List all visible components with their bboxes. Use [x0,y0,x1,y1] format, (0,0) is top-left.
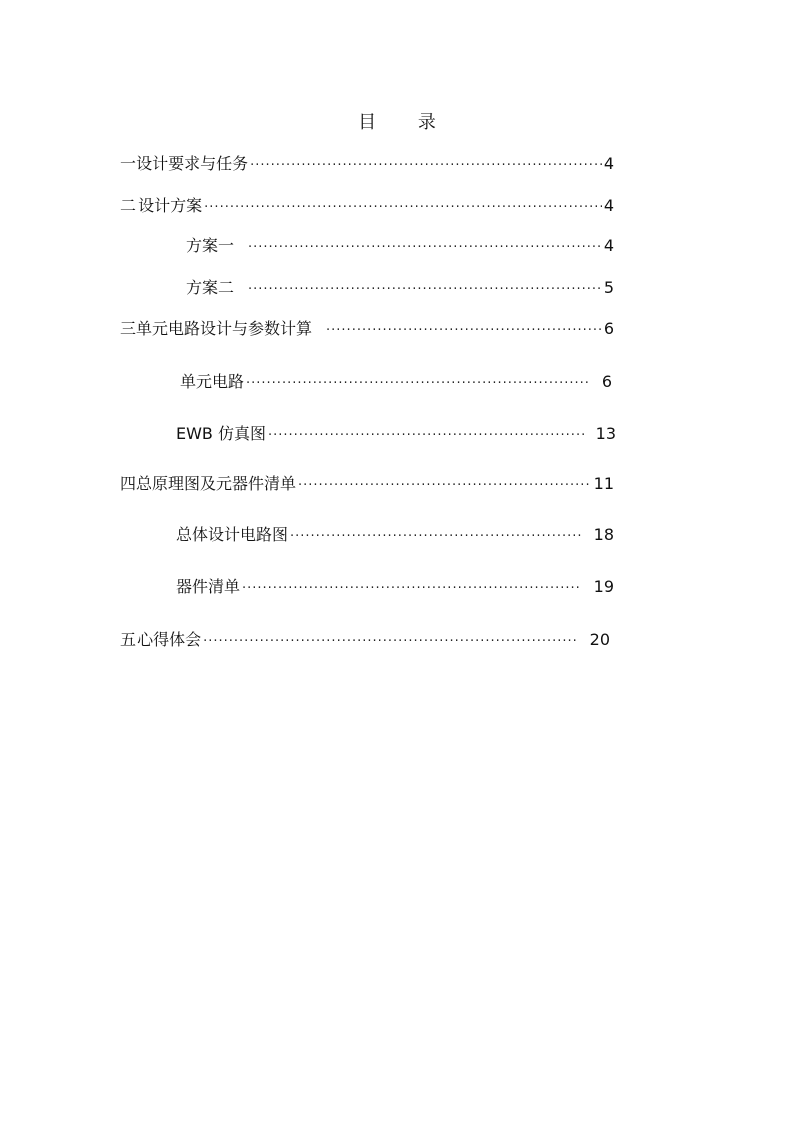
entry-label: 单元电路设计与参数计算 [136,319,313,338]
entry-label: 总原理图及元器件清单 [136,474,297,493]
section-number: 一 [120,154,137,173]
toc-entry[interactable] [186,275,614,297]
section-number: 三 [120,319,137,338]
dot-leader [298,478,592,493]
entry-label: 心得体会 [137,630,202,649]
dot-leader [248,240,602,255]
section-number: 四 [120,474,137,493]
dot-leader [250,158,602,173]
section-number: 五 [120,630,137,649]
page-number: 6 [601,372,612,391]
dot-leader [268,428,584,443]
entry-label: 设计要求与任务 [136,154,249,173]
page-number: 19 [593,577,614,596]
entry-label: 总体设计电路图 [176,525,289,544]
entry-label: 方案二 [186,278,235,297]
toc-entry[interactable] [180,369,612,391]
page-number: 11 [593,474,614,493]
entry-label: 器件清单 [176,577,241,596]
entry-label: 设计方案 [138,196,203,215]
page-number: 4 [603,236,614,255]
page-number: 13 [595,424,616,443]
toc-entry[interactable] [120,471,614,493]
page-number: 20 [589,630,610,649]
page-number: 5 [603,278,614,297]
entry-label: 方案一 [186,236,235,255]
dot-leader [246,376,590,391]
page-number: 18 [593,525,614,544]
section-number: 二 [120,196,137,215]
toc-entry[interactable] [120,627,610,649]
page-number: 4 [603,154,614,173]
toc-entry[interactable] [176,574,614,596]
dot-leader [326,323,602,338]
toc-entry[interactable] [186,233,614,255]
toc-title: 目 录 [358,112,454,133]
dot-leader [242,581,582,596]
toc-entry[interactable] [176,421,616,443]
toc-entry[interactable] [120,151,614,173]
page-number: 4 [603,196,614,215]
dot-leader [248,282,602,297]
toc-entry[interactable] [120,316,614,338]
page-number: 6 [603,319,614,338]
toc-entry[interactable] [120,193,614,215]
dot-leader [204,200,602,215]
entry-label: 单元电路 [180,372,245,391]
entry-label: EWB 仿真图 [176,424,266,443]
dot-leader [290,529,582,544]
dot-leader [203,634,578,649]
toc-entry[interactable] [176,522,614,544]
